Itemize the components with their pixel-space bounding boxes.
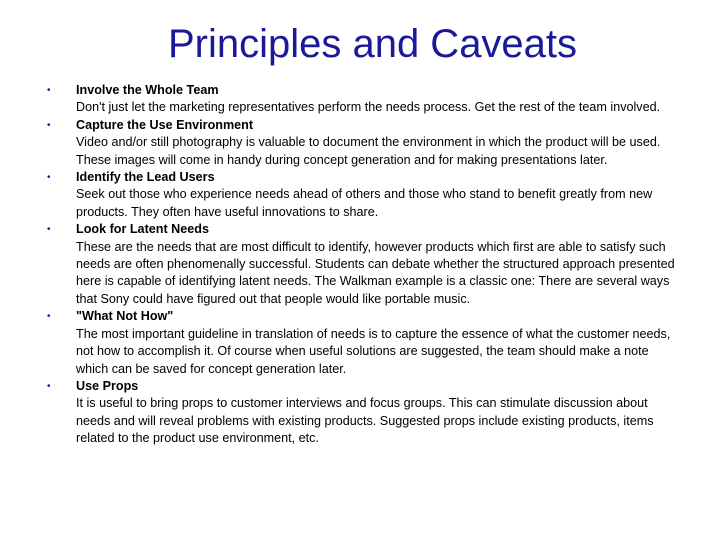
item-heading: Involve the Whole Team	[76, 83, 219, 97]
item-body: These are the needs that are most difficult to identify, however products which first are able to satisfy such needs are often phenomenally successful. Students can debate whether the structured approach presented here is capable of identifying latent needs. The Walkman example is a classic one: There are several ways that Sony could have figured out that people would like portable music.	[76, 239, 675, 306]
item-heading: Use Props	[76, 378, 139, 393]
bullet-list	[0, 82, 720, 448]
slide-title: Principles and Caveats	[167, 22, 578, 66]
bullet-icon: •	[47, 311, 51, 323]
item-heading: Look for Latent Needs	[76, 222, 209, 237]
bullet-icon: •	[47, 119, 51, 131]
list-item	[0, 308, 676, 378]
list-item	[0, 221, 676, 308]
item-body: Seek out those who experience needs ahead of others and those who stand to benefit greatly from new products. They often have useful innovations to share.	[76, 187, 653, 219]
list-item	[0, 378, 676, 448]
item-body: The most important guideline in translation of needs is to capture the essence of what the customer needs, not how to accomplish it. Of course when useful solutions are suggested, the team should make a note which can be saved for concept generation later.	[76, 326, 671, 376]
list-item	[0, 82, 676, 117]
bullet-icon: •	[47, 380, 51, 392]
item-body: Video and/or still photography is valuable to document the environment in which the product will be used. These images will come in handy during concept generation and for making presentations later.	[76, 135, 661, 167]
item-body: It is useful to bring props to customer interviews and focus groups. This can stimulate discussion about needs and will reveal problems with existing products. Suggested props include existing products, items related to the product use environment, etc.	[76, 396, 654, 446]
item-heading: Capture the Use Environment	[76, 117, 254, 132]
item-heading: Identify the Lead Users	[76, 170, 215, 185]
bullet-icon: •	[47, 224, 51, 236]
item-body: Don't just let the marketing representatives perform the needs process. Get the rest of the team involved.	[76, 100, 661, 115]
bullet-icon: •	[47, 172, 51, 184]
bullet-icon: •	[47, 85, 51, 96]
list-item	[0, 117, 676, 169]
item-heading: "What Not How"	[76, 309, 174, 324]
list-item	[0, 169, 676, 221]
